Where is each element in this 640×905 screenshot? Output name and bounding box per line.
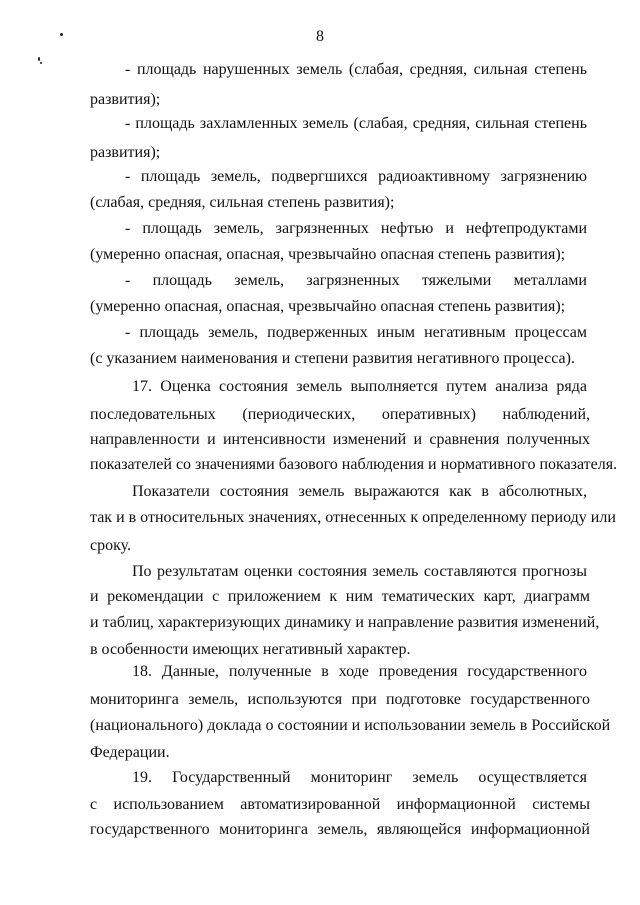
scan-speck	[40, 62, 42, 64]
scan-speck	[38, 57, 40, 61]
text-line: показателей со значениями базового наблюдения и нормативного показателя.	[90, 456, 618, 473]
scan-speck	[60, 33, 63, 36]
page-number: 8	[316, 28, 324, 45]
text-line: (умеренно опасная, опасная, чрезвычайно опасная степень развития);	[90, 246, 566, 263]
text-line: государственного мониторинга земель, являющейся информационной	[90, 821, 590, 838]
text-line: 17. Оценка состояния земель выполняется путем анализа ряда	[132, 378, 587, 395]
text-line: (с указанием наименования и степени развития негативного процесса).	[90, 350, 575, 367]
text-line: - площадь земель, загрязненных нефтью и нефтепродуктами	[125, 220, 587, 237]
text-line: 19. Государственный мониторинг земель осуществляется	[132, 769, 587, 786]
text-line: последовательных (периодических, оперативных) наблюдений,	[90, 406, 590, 423]
text-line: (национального) доклада о состоянии и использовании земель в Российской	[90, 717, 611, 734]
text-line: 18. Данные, полученные в ходе проведения государственного	[132, 663, 587, 680]
text-line: - площадь земель, подвергшихся радиоактивному загрязнению	[125, 168, 587, 185]
text-line: развития);	[90, 91, 161, 108]
text-line: - площадь земель, загрязненных тяжелыми металлами	[125, 272, 587, 289]
text-line: так и в относительных значениях, отнесенных к определенному периоду или	[90, 509, 616, 526]
text-line: сроку.	[90, 537, 132, 554]
text-line: - площадь нарушенных земель (слабая, средняя, сильная степень	[125, 61, 587, 78]
text-line: направленности и интенсивности изменений и сравнения полученных	[90, 431, 590, 448]
text-line: развития);	[90, 144, 161, 161]
text-line: и рекомендации с приложением к ним тематических карт, диаграмм	[90, 588, 590, 605]
text-line: По результатам оценки состояния земель составляются прогнозы	[132, 563, 587, 580]
text-line: Федерации.	[90, 744, 170, 761]
text-line: в особенности имеющих негативный характер.	[90, 641, 411, 658]
text-line: мониторинга земель, используются при подготовке государственного	[90, 691, 590, 708]
text-line: и таблиц, характеризующих динамику и направление развития изменений,	[90, 614, 600, 631]
text-line: (умеренно опасная, опасная, чрезвычайно опасная степень развития);	[90, 298, 566, 315]
text-line: Показатели состояния земель выражаются как в абсолютных,	[132, 483, 587, 500]
text-line: - площадь земель, подверженных иным негативным процессам	[125, 324, 587, 341]
text-line: с использованием автоматизированной информационной системы	[90, 796, 590, 813]
text-line: - площадь захламленных земель (слабая, средняя, сильная степень	[125, 115, 587, 132]
text-line: (слабая, средняя, сильная степень развития);	[90, 194, 395, 211]
